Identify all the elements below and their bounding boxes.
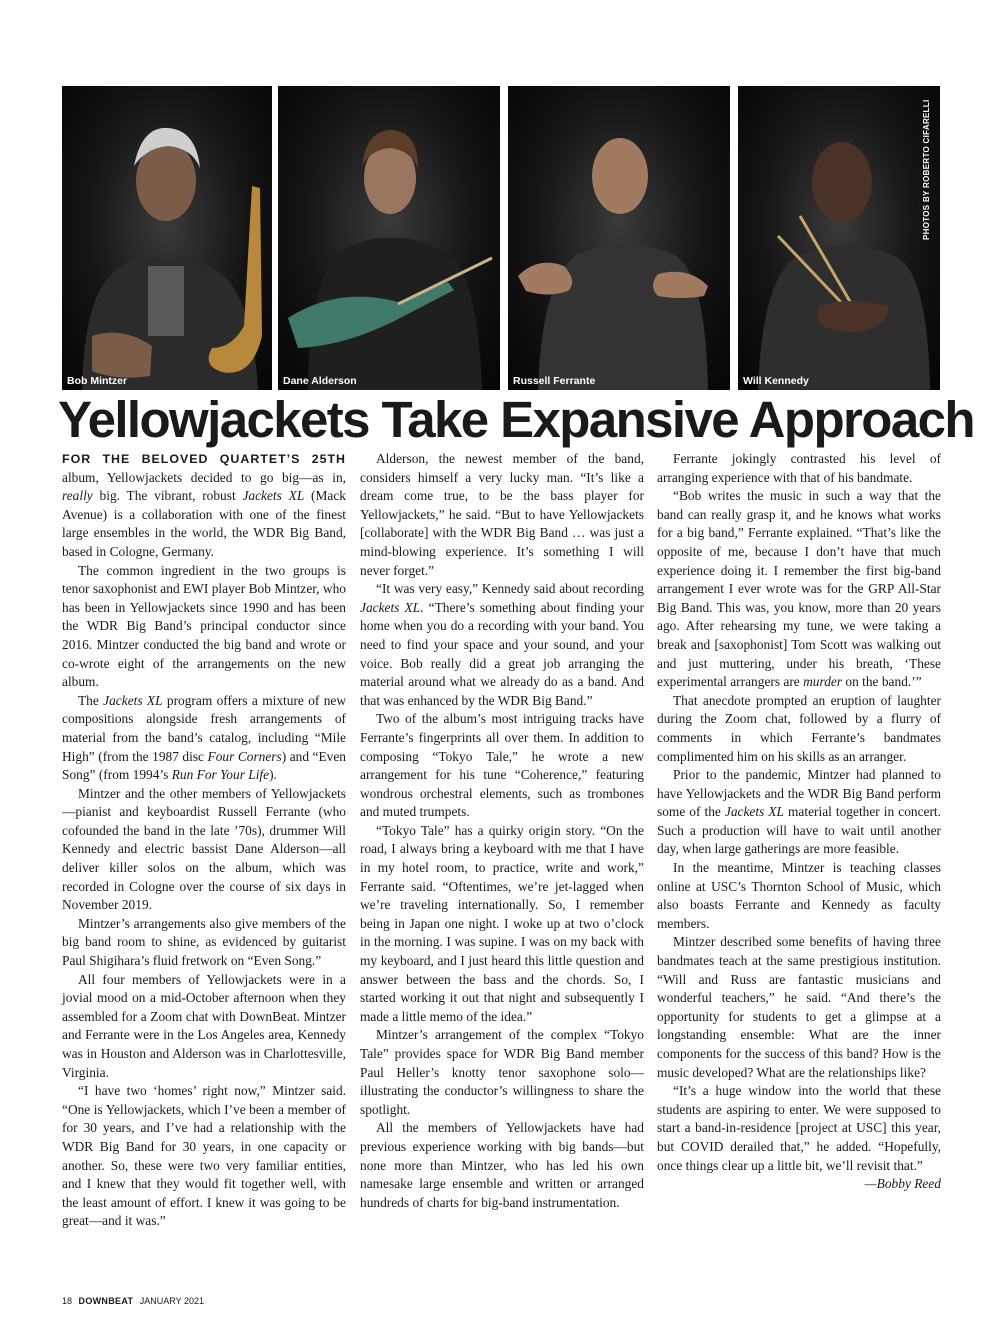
paragraph: Prior to the pandemic, Mintzer had planned to have Yellowjackets and the WDR Big Band perform some of the Jackets XL material together in concert. Such a production will have to wait until another day, when large gatherings are more feasible. bbox=[657, 767, 941, 857]
person-silhouette-icon bbox=[508, 86, 730, 390]
photo-caption: Will Kennedy bbox=[743, 375, 809, 387]
paragraph: That anecdote prompted an eruption of laughter during the Zoom chat, followed by a flurry of comments in which Ferrante’s bandmates complimented him on his skills as an arranger. bbox=[657, 692, 941, 764]
paragraph: All the members of Yellowjackets have had previous experience working with big bands—but none more than Mintzer, who has led his own namesake large ensemble and written or arranged hundreds of charts for big-band instrumentation. bbox=[360, 1120, 644, 1210]
headline: Yellowjackets Take Expansive Approach bbox=[58, 391, 974, 448]
magazine-name: DOWNBEAT bbox=[78, 1296, 134, 1306]
page-number: 18 bbox=[62, 1296, 73, 1306]
person-silhouette-icon bbox=[278, 86, 500, 390]
paragraph: The Jackets XL program offers a mixture of new compositions alongside fresh arrangements of material from the band’s catalog, including “Mile High” (from the 1987 disc Four Corners) and “Even Song” (from 1994’s Run For Your Life). bbox=[62, 692, 347, 783]
paragraph: Mintzer and the other members of Yellowjackets—pianist and keyboardist Russell Ferrante (who cofounded the band in the late ’70s), drummer Will Kennedy and electric bassist Dane Alderson—all deliver killer solos on the album, which was recorded in Cologne over the course of six days in November 2019. bbox=[62, 785, 346, 913]
article-column-3 bbox=[657, 450, 941, 1194]
article-column-1 bbox=[62, 450, 346, 1231]
photo-russell-ferrante bbox=[508, 86, 730, 390]
paragraph: The common ingredient in the two groups is tenor saxophonist and EWI player Bob Mintzer, who has been in Yellowjackets since 1990 and has been the WDR Big Band’s principal conductor since 2016. Mintzer conducted the big band and wrote or co-wrote eight of the arrangements on the new album. bbox=[62, 562, 346, 690]
paragraph: Mintzer described some benefits of having three bandmates teach at the same prestigious institution. “Will and Russ are fantastic musicians and wonderful teachers,” he said. “And there’s the opportunity for students to get a glimpse at a longstanding ensemble: What are the inner components for the success of this band? How is the music developed? What are the relationships like? bbox=[657, 934, 941, 1080]
photo-strip bbox=[62, 86, 940, 390]
page-footer bbox=[62, 1296, 204, 1306]
photo-will-kennedy bbox=[738, 86, 940, 390]
byline: —Bobby Reed bbox=[864, 1176, 941, 1192]
paragraph: Mintzer’s arrangements also give members of the big band room to shine, as evidenced by guitarist Paul Shigihara’s fluid fretwork on “Even Song.” bbox=[62, 915, 346, 969]
photo-dane-alderson bbox=[278, 86, 500, 390]
paragraph: FOR THE BELOVED QUARTET’S 25TH album, Yellowjackets decided to go big—as in, really big. The vibrant, robust Jackets XL (Mack Avenue) is a collaboration with one of the finest large ensembles in the world, the WDR Big Band, based in Cologne, Germany. bbox=[62, 452, 346, 559]
paragraph: Two of the album’s most intriguing tracks have Ferrante’s fingerprints all over them. In addition to composing “Tokyo Tale,” he wrote a new arrangement for his tune “Coherence,” featuring wondrous orchestral elements, such as trombones and muted trumpets. bbox=[360, 711, 644, 820]
paragraph: “It was very easy,” Kennedy said about recording Jackets XL. “There’s something about finding your home when you do a recording with your band. You need to find your space and your sound, and your voice. Bob really did a great job arranging the material around what we already do as a band. And that was enhanced by the WDR Big Band.” bbox=[360, 581, 644, 708]
photo-caption: Bob Mintzer bbox=[67, 375, 128, 387]
paragraph: Mintzer’s arrangement of the complex “Tokyo Tale” provides space for WDR Big Band member Paul Heller’s knotty tenor saxophone solo—illustrating the conductor’s willingness to share the spotlight. bbox=[360, 1027, 644, 1117]
photo-credit: PHOTOS BY ROBERTO CIFARELLI bbox=[922, 99, 931, 240]
paragraph: “Tokyo Tale” has a quirky origin story. “On the road, I always bring a keyboard with me that I have in my hotel room, to practice, write and work,” Ferrante said. “Oftentimes, we’re jet-lagged when we’re traveling internationally. So, I remember being in Japan one night. I woke up at two o’clock in the morning. I was supine. I was on my back with my keyboard, and I just heard this little question and answer between the bass and the chords. So, I started working it out that night and subsequently I made a little memo of the idea.” bbox=[360, 822, 644, 1024]
lead-in: FOR THE BELOVED QUARTET’S 25TH bbox=[62, 452, 346, 466]
paragraph: All four members of Yellowjackets were in a jovial mood on a mid-October afternoon when they assembled for a Zoom chat with DownBeat. Mintzer and Ferrante were in the Los Angeles area, Kennedy was in Houston and Alderson was in Charlottesville, Virginia. bbox=[62, 971, 346, 1080]
person-silhouette-icon bbox=[738, 86, 940, 390]
paragraph: “It’s a huge window into the world that these students are aspiring to enter. We were supposed to start a band-in-residence [project at USC] this year, but COVID derailed that,” he added. “Hopefully, once things clear up a little bit, we’ll revisit that.” —Bobby Reed bbox=[657, 1082, 941, 1175]
paragraph: “Bob writes the music in such a way that the band can really grasp it, and he knows what works for a big band,” Ferrante explained. “That’s like the opposite of me, because I don’t have that much experience doing it. I remember the first big-band arrangement I ever wrote was for the GRP All-Star Big Band. This was, you know, more than 20 years ago. After rehearsing my tune, we were taking a break and [saxophonist] Tom Scott was walking out and just muttering, under his breath, ‘These experimental arrangers are murder on the band.’” bbox=[657, 488, 941, 690]
article-column-2 bbox=[360, 450, 644, 1212]
paragraph: Ferrante jokingly contrasted his level of arranging experience with that of his bandmate. bbox=[657, 451, 941, 485]
photo-caption: Dane Alderson bbox=[283, 375, 357, 387]
paragraph: Alderson, the newest member of the band, considers himself a very lucky man. “It’s like a dream come true, to be the bass player for Yellowjackets,” he said. “But to have Yellowjackets [collaborate] with the WDR Big Band … was just a mind-blowing experience. It’s something I will never forget.” bbox=[360, 451, 644, 578]
photo-caption: Russell Ferrante bbox=[513, 375, 596, 387]
photo-bob-mintzer bbox=[62, 86, 272, 390]
paragraph: “I have two ‘homes’ right now,” Mintzer said. “One is Yellowjackets, which I’ve been a member of for 30 years, and I’ve had a relationship with the WDR Big Band for 30 years, in one capacity or another. So, these were two very familiar entities, and I knew that they would fit together well, with the least amount of effort. I knew it was going to be great—and it was.” bbox=[62, 1083, 346, 1229]
person-silhouette-icon bbox=[62, 86, 272, 390]
paragraph: In the meantime, Mintzer is teaching classes online at USC’s Thornton School of Music, which also boasts Ferrante and Kennedy as faculty members. bbox=[657, 860, 941, 931]
issue-date: JANUARY 2021 bbox=[139, 1296, 204, 1306]
